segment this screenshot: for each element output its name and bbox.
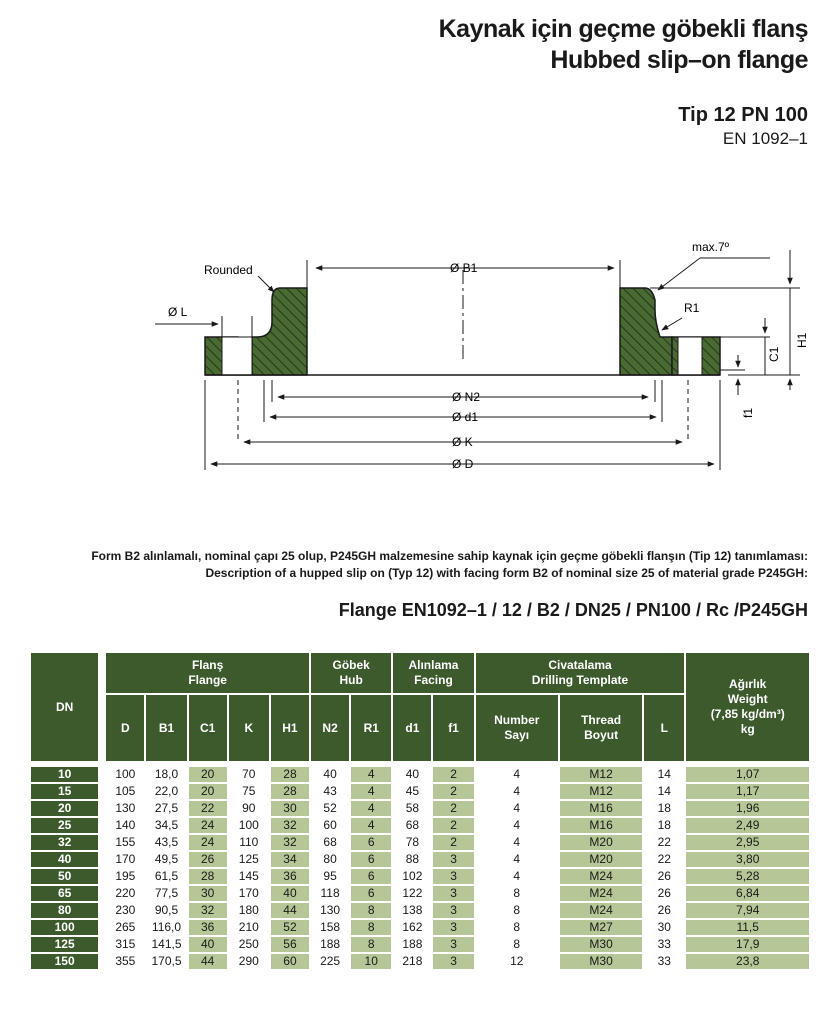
- label-phi-n2: Ø N2: [452, 390, 481, 404]
- cell-dn: 32: [30, 834, 99, 851]
- cell-weight: 11,5: [685, 919, 810, 936]
- table-row: [30, 902, 810, 919]
- cell-d: 100: [105, 766, 145, 783]
- cell-k: 290: [228, 953, 270, 970]
- header-group-hub: Göbek Hub: [310, 652, 392, 694]
- cell-number: 8: [475, 902, 559, 919]
- cell-d1: 138: [392, 902, 432, 919]
- cell-k: 110: [228, 834, 270, 851]
- cell-thread: M20: [559, 851, 643, 868]
- cell-n2: 130: [310, 902, 350, 919]
- table-row: [30, 766, 810, 783]
- cell-b1: 49,5: [145, 851, 187, 868]
- cell-f1: 2: [432, 800, 474, 817]
- table-row: [30, 817, 810, 834]
- header-col-thread: Thread Boyut: [559, 694, 643, 762]
- type-block: [678, 102, 808, 150]
- cell-k: 90: [228, 800, 270, 817]
- cell-h1: 60: [270, 953, 310, 970]
- cell-l: 14: [643, 766, 685, 783]
- cell-thread: M12: [559, 783, 643, 800]
- cell-number: 4: [475, 783, 559, 800]
- cell-dn: 50: [30, 868, 99, 885]
- cell-n2: 188: [310, 936, 350, 953]
- cell-dn: 25: [30, 817, 99, 834]
- cell-d: 105: [105, 783, 145, 800]
- cell-d: 315: [105, 936, 145, 953]
- cell-b1: 61,5: [145, 868, 187, 885]
- cell-k: 170: [228, 885, 270, 902]
- cell-weight: 5,28: [685, 868, 810, 885]
- description-block: [91, 548, 808, 582]
- cell-thread: M20: [559, 834, 643, 851]
- right-bolt-hole: [678, 337, 702, 375]
- cell-l: 33: [643, 953, 685, 970]
- cell-dn: 80: [30, 902, 99, 919]
- cell-weight: 1,07: [685, 766, 810, 783]
- cell-weight: 7,94: [685, 902, 810, 919]
- cell-c1: 28: [188, 868, 228, 885]
- cell-l: 22: [643, 851, 685, 868]
- table-body: [30, 766, 810, 970]
- header-group-facing: Alınlama Facing: [392, 652, 474, 694]
- cell-thread: M24: [559, 885, 643, 902]
- description-turkish: Form B2 alınlamalı, nominal çapı 25 olup, P245GH malzemesine sahip kaynak için geçme göbekli flanşın (Tip 12) tanımlaması:: [91, 549, 808, 563]
- table-row: [30, 868, 810, 885]
- cell-c1: 40: [188, 936, 228, 953]
- cell-c1: 24: [188, 834, 228, 851]
- cell-d1: 188: [392, 936, 432, 953]
- cell-number: 4: [475, 851, 559, 868]
- cell-f1: 2: [432, 817, 474, 834]
- cell-c1: 32: [188, 902, 228, 919]
- cell-k: 100: [228, 817, 270, 834]
- table-row: [30, 936, 810, 953]
- label-max-angle: max.7º: [692, 240, 730, 254]
- cell-f1: 3: [432, 851, 474, 868]
- cell-dn: 100: [30, 919, 99, 936]
- label-rounded: Rounded: [204, 263, 253, 277]
- cell-l: 30: [643, 919, 685, 936]
- cell-d1: 45: [392, 783, 432, 800]
- cell-l: 22: [643, 834, 685, 851]
- title-block: [439, 14, 808, 76]
- cell-n2: 158: [310, 919, 350, 936]
- cell-d1: 88: [392, 851, 432, 868]
- cell-k: 75: [228, 783, 270, 800]
- cell-weight: 6,84: [685, 885, 810, 902]
- cell-h1: 52: [270, 919, 310, 936]
- cell-r1: 6: [350, 885, 392, 902]
- cell-n2: 52: [310, 800, 350, 817]
- cell-f1: 2: [432, 783, 474, 800]
- header-col-c1: C1: [188, 694, 228, 762]
- header-weight: Ağırlık Weight (7,85 kg/dm³) kg: [685, 652, 810, 762]
- cell-d1: 218: [392, 953, 432, 970]
- cell-l: 14: [643, 783, 685, 800]
- cell-dn: 20: [30, 800, 99, 817]
- cell-thread: M24: [559, 902, 643, 919]
- cell-dn: 150: [30, 953, 99, 970]
- cell-c1: 44: [188, 953, 228, 970]
- table-row: [30, 885, 810, 902]
- cell-f1: 2: [432, 834, 474, 851]
- cell-number: 8: [475, 936, 559, 953]
- cell-n2: 40: [310, 766, 350, 783]
- header-col-l: L: [643, 694, 685, 762]
- label-f1: f1: [741, 407, 755, 418]
- header-col-h1: H1: [270, 694, 310, 762]
- cell-weight: 2,49: [685, 817, 810, 834]
- cell-r1: 4: [350, 783, 392, 800]
- cell-weight: 1,96: [685, 800, 810, 817]
- cell-k: 70: [228, 766, 270, 783]
- cell-d1: 122: [392, 885, 432, 902]
- cell-d1: 40: [392, 766, 432, 783]
- cell-d1: 102: [392, 868, 432, 885]
- cell-d1: 78: [392, 834, 432, 851]
- cell-weight: 17,9: [685, 936, 810, 953]
- cell-h1: 40: [270, 885, 310, 902]
- cell-dn: 15: [30, 783, 99, 800]
- cell-d: 140: [105, 817, 145, 834]
- cell-k: 180: [228, 902, 270, 919]
- cell-n2: 80: [310, 851, 350, 868]
- cell-d: 220: [105, 885, 145, 902]
- cell-f1: 3: [432, 919, 474, 936]
- cell-d: 265: [105, 919, 145, 936]
- cell-k: 145: [228, 868, 270, 885]
- table-row: [30, 800, 810, 817]
- cell-r1: 8: [350, 936, 392, 953]
- cell-thread: M24: [559, 868, 643, 885]
- cell-h1: 34: [270, 851, 310, 868]
- cell-thread: M30: [559, 953, 643, 970]
- cell-k: 250: [228, 936, 270, 953]
- cell-l: 18: [643, 800, 685, 817]
- cell-d: 230: [105, 902, 145, 919]
- cell-c1: 24: [188, 817, 228, 834]
- cell-b1: 18,0: [145, 766, 187, 783]
- cell-number: 4: [475, 868, 559, 885]
- header-col-f1: f1: [432, 694, 474, 762]
- cell-r1: 4: [350, 766, 392, 783]
- cell-h1: 44: [270, 902, 310, 919]
- label-phi-d1: Ø d1: [452, 410, 479, 424]
- cell-r1: 4: [350, 800, 392, 817]
- cell-number: 4: [475, 817, 559, 834]
- cell-l: 26: [643, 885, 685, 902]
- cell-l: 26: [643, 868, 685, 885]
- cell-number: 4: [475, 766, 559, 783]
- cell-b1: 43,5: [145, 834, 187, 851]
- cell-l: 18: [643, 817, 685, 834]
- cell-b1: 22,0: [145, 783, 187, 800]
- cell-n2: 118: [310, 885, 350, 902]
- cell-d1: 58: [392, 800, 432, 817]
- cell-f1: 3: [432, 885, 474, 902]
- table-row: [30, 851, 810, 868]
- flange-drawing: [0, 230, 822, 480]
- cell-thread: M27: [559, 919, 643, 936]
- header-col-b1: B1: [145, 694, 187, 762]
- designation-code: Flange EN1092–1 / 12 / B2 / DN25 / PN100 / Rc /P245GH: [338, 600, 808, 620]
- label-c1: C1: [767, 346, 781, 362]
- cell-c1: 22: [188, 800, 228, 817]
- title-english: Hubbed slip–on flange: [550, 46, 808, 74]
- header-group-flange: Flanş Flange: [105, 652, 310, 694]
- cell-number: 4: [475, 834, 559, 851]
- cell-h1: 30: [270, 800, 310, 817]
- cell-r1: 6: [350, 851, 392, 868]
- table-row: [30, 919, 810, 936]
- cell-f1: 3: [432, 868, 474, 885]
- cell-n2: 225: [310, 953, 350, 970]
- label-phi-k: Ø K: [452, 435, 473, 449]
- label-phi-d: Ø D: [452, 457, 474, 471]
- header-col-d: D: [105, 694, 145, 762]
- header-col-k: K: [228, 694, 270, 762]
- cell-d: 170: [105, 851, 145, 868]
- label-phi-b1: Ø B1: [450, 261, 478, 275]
- description-english: Description of a hupped slip on (Typ 12) with facing form B2 of nominal size 25 of material grade P245GH:: [205, 566, 808, 580]
- cell-h1: 56: [270, 936, 310, 953]
- table-row: [30, 834, 810, 851]
- cell-b1: 116,0: [145, 919, 187, 936]
- cell-dn: 65: [30, 885, 99, 902]
- cell-b1: 141,5: [145, 936, 187, 953]
- cell-c1: 26: [188, 851, 228, 868]
- cell-l: 33: [643, 936, 685, 953]
- cell-d: 195: [105, 868, 145, 885]
- left-bolt-hole: [222, 337, 252, 375]
- cell-h1: 36: [270, 868, 310, 885]
- label-h1: H1: [795, 332, 809, 348]
- cell-thread: M16: [559, 817, 643, 834]
- cell-n2: 60: [310, 817, 350, 834]
- header-col-number: Number Sayı: [475, 694, 559, 762]
- cell-b1: 27,5: [145, 800, 187, 817]
- cell-dn: 125: [30, 936, 99, 953]
- cell-c1: 20: [188, 783, 228, 800]
- cell-number: 8: [475, 919, 559, 936]
- cell-dn: 40: [30, 851, 99, 868]
- cell-k: 210: [228, 919, 270, 936]
- cell-d1: 162: [392, 919, 432, 936]
- cell-weight: 23,8: [685, 953, 810, 970]
- cell-r1: 10: [350, 953, 392, 970]
- cell-k: 125: [228, 851, 270, 868]
- cell-r1: 8: [350, 919, 392, 936]
- cell-h1: 32: [270, 834, 310, 851]
- cell-c1: 36: [188, 919, 228, 936]
- cell-weight: 2,95: [685, 834, 810, 851]
- cell-l: 26: [643, 902, 685, 919]
- cell-n2: 43: [310, 783, 350, 800]
- cell-d1: 68: [392, 817, 432, 834]
- cell-number: 4: [475, 800, 559, 817]
- cell-f1: 3: [432, 936, 474, 953]
- cell-weight: 1,17: [685, 783, 810, 800]
- header-dn: DN: [30, 652, 99, 762]
- table-row: [30, 953, 810, 970]
- cell-thread: M12: [559, 766, 643, 783]
- cell-f1: 2: [432, 766, 474, 783]
- header-col-n2: N2: [310, 694, 350, 762]
- left-flange-section: [205, 288, 307, 375]
- cell-h1: 32: [270, 817, 310, 834]
- cell-number: 8: [475, 885, 559, 902]
- cell-c1: 30: [188, 885, 228, 902]
- standard-label: EN 1092–1: [722, 129, 808, 148]
- cell-r1: 6: [350, 834, 392, 851]
- header-col-r1: R1: [350, 694, 392, 762]
- cell-number: 12: [475, 953, 559, 970]
- label-r1: R1: [684, 301, 700, 315]
- cell-d: 355: [105, 953, 145, 970]
- cell-b1: 90,5: [145, 902, 187, 919]
- cell-b1: 34,5: [145, 817, 187, 834]
- cell-r1: 6: [350, 868, 392, 885]
- cell-d: 130: [105, 800, 145, 817]
- table-row: [30, 783, 810, 800]
- cell-b1: 77,5: [145, 885, 187, 902]
- cell-n2: 95: [310, 868, 350, 885]
- cell-r1: 8: [350, 902, 392, 919]
- right-flange-section: [620, 288, 672, 375]
- cell-weight: 3,80: [685, 851, 810, 868]
- cell-dn: 10: [30, 766, 99, 783]
- header-col-d1: d1: [392, 694, 432, 762]
- cell-thread: M16: [559, 800, 643, 817]
- cell-n2: 68: [310, 834, 350, 851]
- type-label: Tip 12 PN 100: [678, 104, 808, 126]
- title-turkish: Kaynak için geçme göbekli flanş: [438, 15, 808, 43]
- cell-f1: 3: [432, 902, 474, 919]
- cell-thread: M30: [559, 936, 643, 953]
- cell-h1: 28: [270, 766, 310, 783]
- cell-d: 155: [105, 834, 145, 851]
- cell-c1: 20: [188, 766, 228, 783]
- cell-b1: 170,5: [145, 953, 187, 970]
- label-phi-l: Ø L: [168, 305, 188, 319]
- cell-r1: 4: [350, 817, 392, 834]
- cell-f1: 3: [432, 953, 474, 970]
- flange-spec-table: [30, 652, 810, 970]
- cell-h1: 28: [270, 783, 310, 800]
- header-group-drilling: Civatalama Drilling Template: [475, 652, 686, 694]
